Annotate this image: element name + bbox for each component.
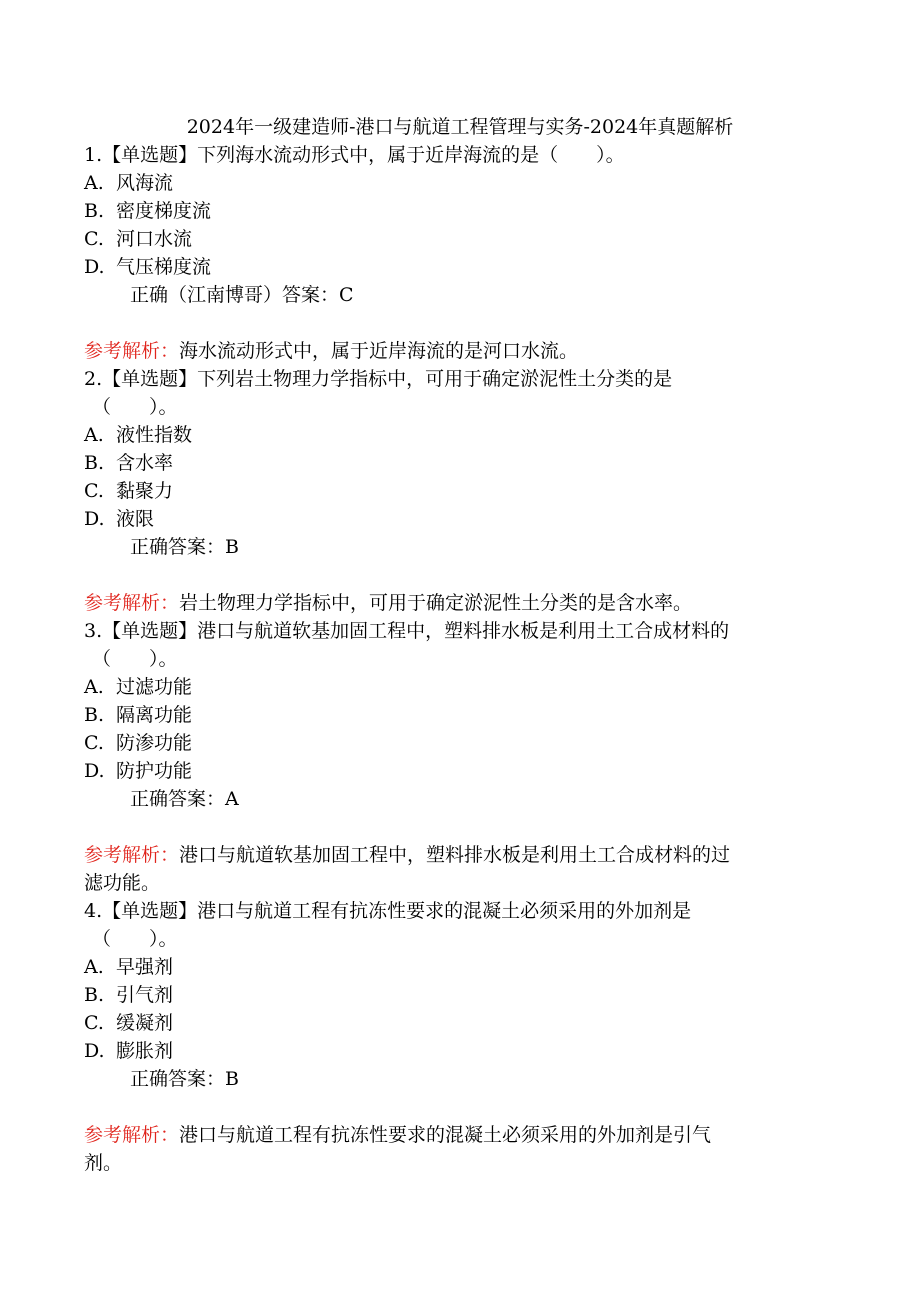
question-4-option-a <box>84 953 173 981</box>
option-key: A. <box>84 424 104 446</box>
option-key: C. <box>84 228 104 250</box>
question-2-option-d <box>84 505 154 533</box>
question-1-analysis <box>84 337 578 365</box>
question-3-option-b <box>84 701 192 729</box>
question-4-option-c <box>84 1009 173 1037</box>
question-1-option-a <box>84 169 173 197</box>
option-key: A. <box>84 956 104 978</box>
option-text: 风海流 <box>116 172 174 194</box>
question-3-stem: 3.【单选题】港口与航道软基加固工程中，塑料排水板是利用土工合成材料的 <box>84 620 730 642</box>
page-title: 2024年一级建造师-港口与航道工程管理与实务-2024年真题解析 <box>186 116 734 138</box>
option-text: 防护功能 <box>116 760 193 782</box>
option-key: B. <box>84 704 105 726</box>
question-4-analysis <box>84 1121 711 1149</box>
question-1-option-c <box>84 225 192 253</box>
option-key: D. <box>84 1040 105 1062</box>
option-text: 河口水流 <box>116 228 193 250</box>
question-3-option-d <box>84 757 192 785</box>
option-key: A. <box>84 172 104 194</box>
option-key: A. <box>84 676 104 698</box>
option-text: 早强剂 <box>116 956 174 978</box>
option-text: 引气剂 <box>116 984 174 1006</box>
option-text: 密度梯度流 <box>116 200 212 222</box>
option-key: D. <box>84 256 105 278</box>
option-text: 缓凝剂 <box>116 1012 174 1034</box>
option-text: 气压梯度流 <box>116 256 212 278</box>
analysis-text: 海水流动形式中，属于近岸海流的是河口水流。 <box>179 340 579 362</box>
question-2-answer: 正确答案：B <box>130 536 239 558</box>
question-3-option-a <box>84 673 192 701</box>
question-1-option-d <box>84 253 211 281</box>
question-4-option-d <box>84 1037 173 1065</box>
option-key: B. <box>84 984 105 1006</box>
analysis-label: 参考解析： <box>84 340 180 362</box>
option-text: 隔离功能 <box>116 704 193 726</box>
option-text: 膨胀剂 <box>116 1040 174 1062</box>
option-key: B. <box>84 452 105 474</box>
question-2-option-c <box>84 477 173 505</box>
option-key: B. <box>84 200 105 222</box>
question-4-analysis-cont: 剂。 <box>84 1152 123 1174</box>
option-key: C. <box>84 732 104 754</box>
analysis-text: 岩土物理力学指标中，可用于确定淤泥性土分类的是含水率。 <box>179 592 693 614</box>
question-1-stem: 1.【单选题】下列海水流动形式中，属于近岸海流的是（ ）。 <box>84 144 625 166</box>
question-2-analysis <box>84 589 692 617</box>
option-text: 黏聚力 <box>116 480 174 502</box>
question-4-answer: 正确答案：B <box>130 1068 239 1090</box>
question-1-option-b <box>84 197 211 225</box>
question-2-stem-cont: （ ）。 <box>92 396 178 418</box>
question-1-answer: 正确（江南博哥）答案：C <box>130 284 354 306</box>
option-text: 过滤功能 <box>116 676 193 698</box>
option-key: C. <box>84 1012 104 1034</box>
analysis-label: 参考解析： <box>84 1124 180 1146</box>
option-key: C. <box>84 480 104 502</box>
option-text: 防渗功能 <box>116 732 193 754</box>
question-2-stem: 2.【单选题】下列岩土物理力学指标中，可用于确定淤泥性土分类的是 <box>84 368 673 390</box>
analysis-text: 港口与航道软基加固工程中，塑料排水板是利用土工合成材料的过 <box>179 844 731 866</box>
analysis-label: 参考解析： <box>84 592 180 614</box>
option-key: D. <box>84 508 105 530</box>
question-4-option-b <box>84 981 173 1009</box>
option-text: 液性指数 <box>116 424 193 446</box>
analysis-text: 港口与航道工程有抗冻性要求的混凝土必须采用的外加剂是引气 <box>179 1124 712 1146</box>
question-2-option-a <box>84 421 192 449</box>
question-3-analysis-cont: 滤功能。 <box>84 872 161 894</box>
question-4-stem-cont: （ ）。 <box>92 928 178 950</box>
question-3-stem-cont: （ ）。 <box>92 648 178 670</box>
option-text: 液限 <box>116 508 155 530</box>
option-key: D. <box>84 760 105 782</box>
question-4-stem: 4.【单选题】港口与航道工程有抗冻性要求的混凝土必须采用的外加剂是 <box>84 900 692 922</box>
question-3-answer: 正确答案：A <box>130 788 239 810</box>
option-text: 含水率 <box>116 452 174 474</box>
analysis-label: 参考解析： <box>84 844 180 866</box>
question-3-option-c <box>84 729 192 757</box>
question-3-analysis <box>84 841 730 869</box>
question-2-option-b <box>84 449 173 477</box>
